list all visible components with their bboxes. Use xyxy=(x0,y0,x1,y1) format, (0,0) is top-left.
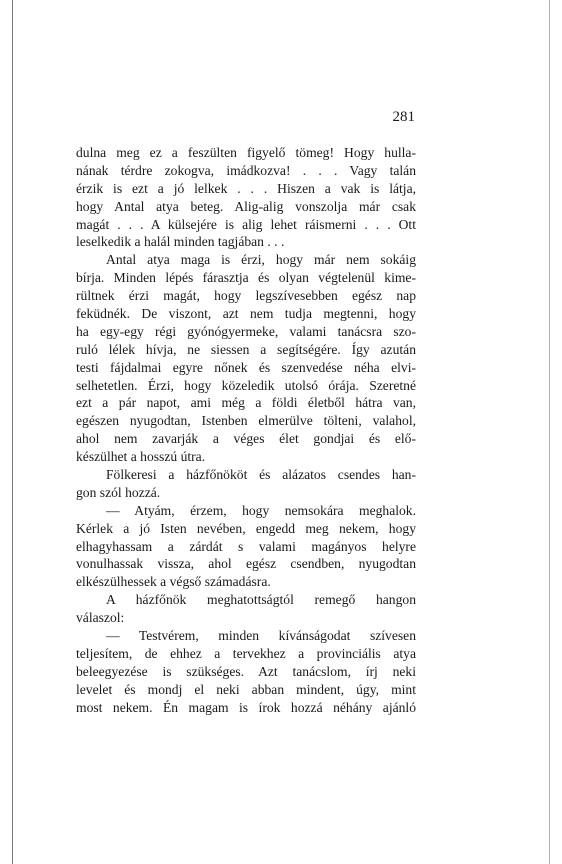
scan-left-edge xyxy=(12,0,13,864)
text-line: beleegyezése is szükséges. Azt tanácslom, írj neki xyxy=(76,663,416,679)
text-line: válaszol: xyxy=(76,610,125,626)
text-line: feküdnék. De viszont, azt nem tudja megtenni, hogy xyxy=(76,306,416,322)
text-line: ruló lélek hívja, ne siessen a segítségére. Így azután xyxy=(76,341,416,357)
text-line: rültnek érzi magát, hogy legszívesebben egész nap xyxy=(76,288,416,304)
page-number: 281 xyxy=(392,109,415,125)
text-line: dulna meg ez a feszülten figyelő tömeg! Hogy hulla- xyxy=(76,145,416,160)
text-line: ha egy-egy régi gyónógyermeke, valami tanácsra szo- xyxy=(76,323,416,339)
text-line: testi fájdalmai egyre nőnek és szenvedése néha elvi- xyxy=(76,359,416,375)
text-line: selhetetlen. Érzi, hogy közeledik utolsó órája. Szeretné xyxy=(76,377,416,393)
text-line: Fölkeresi a házfőnököt és alázatos csendes han- xyxy=(106,467,416,483)
text-line: most nekem. Én magam is írok hozzá néhány ajánló xyxy=(76,699,416,715)
text-line: nának térdre zokogva, imádkozva! . . . Vagy talán xyxy=(76,162,416,178)
text-line: bírja. Minden lépés fárasztja és olyan végtelenül kime- xyxy=(76,270,416,286)
text-line: egészen nyugodtan, Istenben elmerülve tölteni, valahol, xyxy=(76,413,416,429)
text-line: levelet és mondj el neki abban mindent, úgy, mint xyxy=(76,681,416,697)
body-text xyxy=(76,144,416,717)
text-line: készülhet a hosszú útra. xyxy=(76,449,206,465)
text-line: ezt a pár napot, ami még a földi életből hátra van, xyxy=(76,395,416,411)
text-line: hogy Antal atya beteg. Alig-alig vonszolja már csak xyxy=(76,198,416,214)
text-line: elhagyhassam a zárdát s valami magányos helyre xyxy=(76,538,416,554)
text-line: — Testvérem, minden kívánságodat szívesen xyxy=(106,628,416,644)
text-line: — Atyám, érzem, hogy nemsokára meghalok. xyxy=(106,502,416,518)
text-line: A házfőnök meghatottságtól remegő hangon xyxy=(106,592,416,608)
text-line: vonulhassak vissza, ahol egész csendben, nyugodtan xyxy=(76,556,416,572)
text-line: teljesítem, de ehhez a tervekhez a provinciális atya xyxy=(76,645,416,661)
text-line: Kérlek a jó Isten nevében, engedd meg nekem, hogy xyxy=(76,520,416,536)
text-line: magát . . . A külsejére is alig lehet ráismerni . . . Ott xyxy=(76,216,416,232)
text-line: érzik is ezt a jó lelkek . . . Hiszen a vak is látja, xyxy=(76,180,416,196)
text-line: Antal atya maga is érzi, hogy már nem sokáig xyxy=(106,252,416,268)
text-line: gon szól hozzá. xyxy=(76,484,161,500)
text-line: ahol nem zavarják a véges élet gondjai és elő- xyxy=(76,431,416,447)
text-line: elkészülhessek a végső számadásra. xyxy=(76,574,271,590)
scan-right-edge xyxy=(549,0,550,864)
text-line: leselkedik a halál minden tagjában . . . xyxy=(76,234,285,250)
